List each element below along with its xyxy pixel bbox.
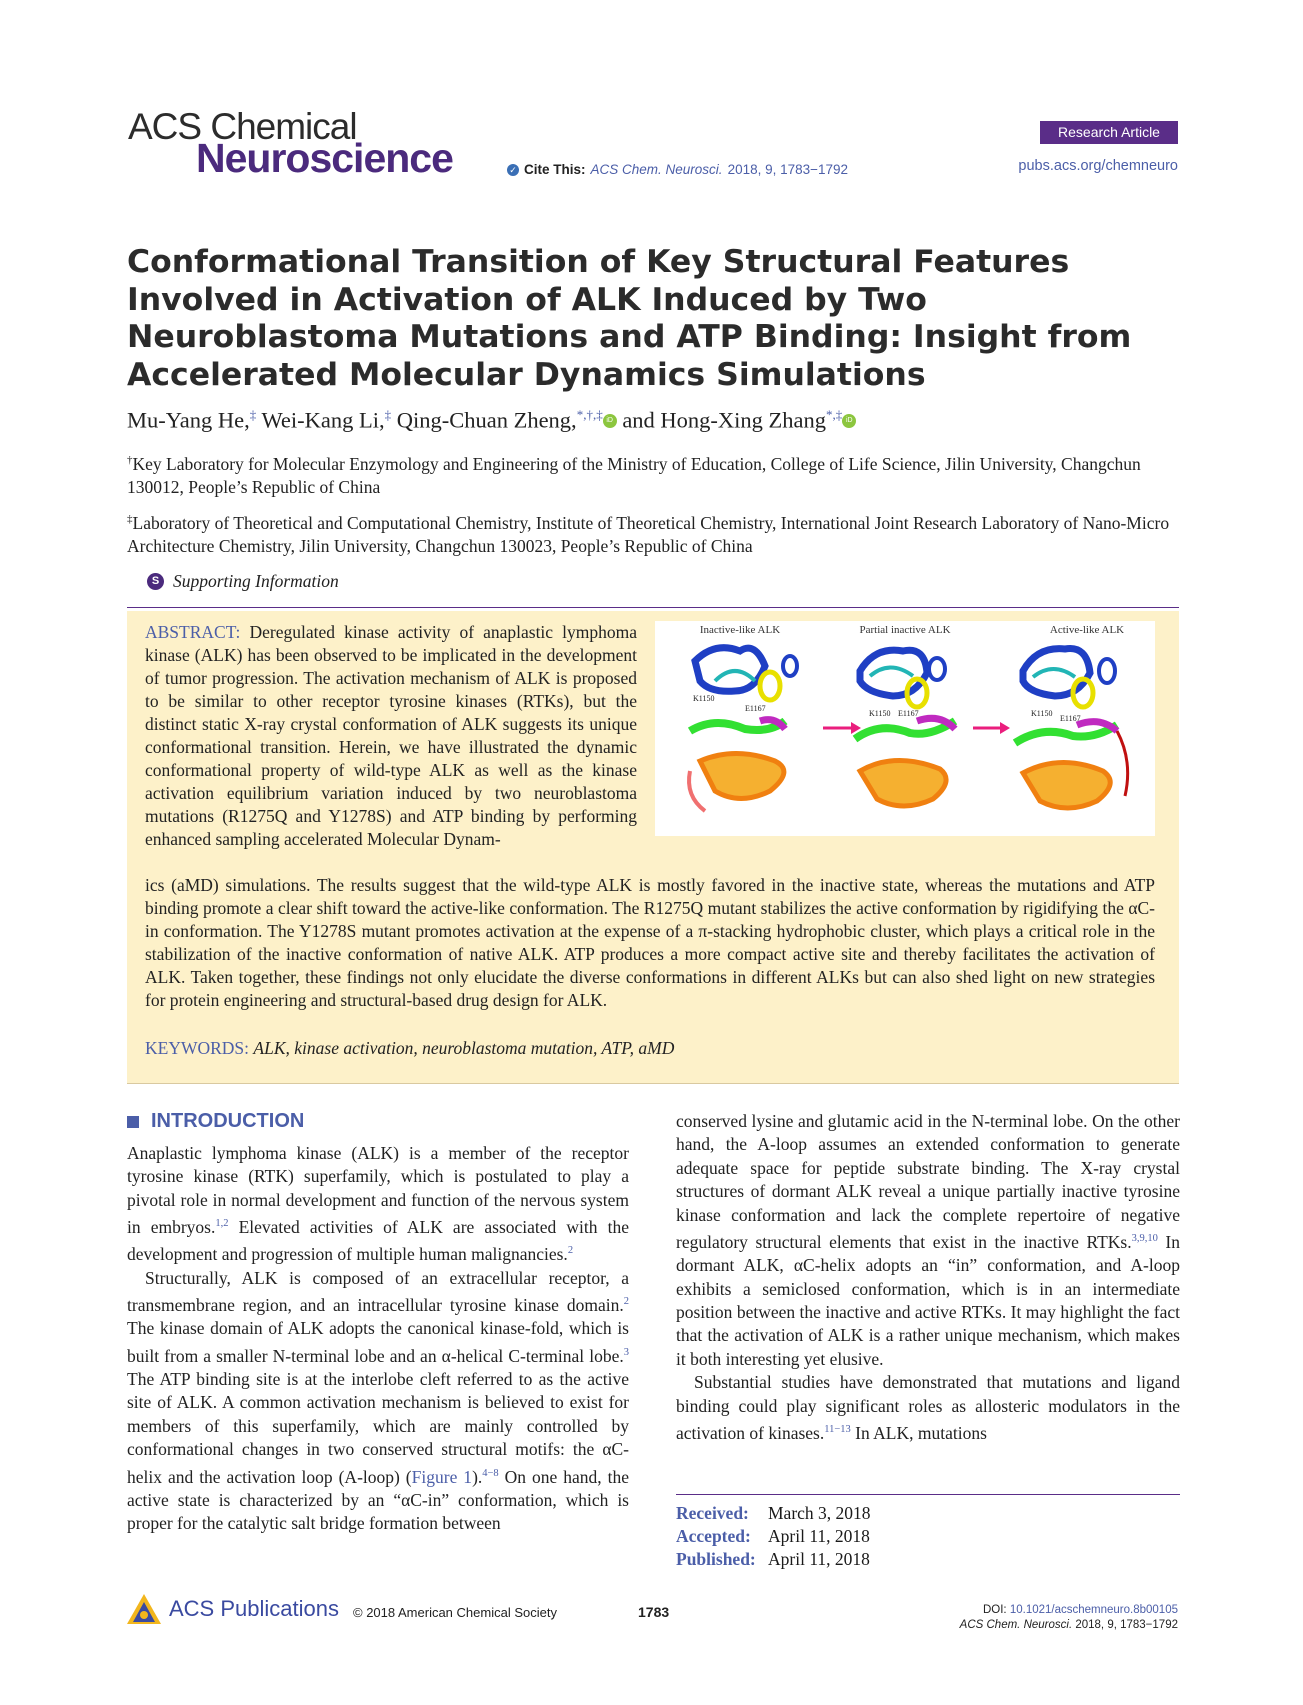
publisher-name: ACS Publications	[169, 1596, 339, 1621]
supporting-information-link[interactable]	[147, 571, 339, 592]
abstract-text-part2: ics (aMD) simulations. The results suggest that the wild-type ALK is mostly favored in the inactive state, whereas the mutations and ATP binding promote a clear shift toward the active-like conformation. The R1275Q mutant stabilizes the active conformation by rigidifying the αC-in conformation. The Y1278S mutant promotes activation at the expense of a π-stacking hydrophobic cluster, which plays a critical role in the stabilization of the inactive conformation of native ALK. ATP produces a more compact active site and thereby facilitates the activation of ALK. Taken together, these findings not only elucidate the diverse conformations in different ALKs but can also shed light on new strategies for protein engineering and structural-based drug design for ALK.	[145, 875, 1155, 1010]
author-marks: *,‡	[826, 407, 843, 422]
abstract-text-part1	[145, 621, 637, 851]
cite-pages[interactable]: 2018, 9, 1783−1792	[727, 162, 849, 177]
date-value: April 11, 2018	[768, 1549, 870, 1569]
date-value: March 3, 2018	[768, 1503, 871, 1523]
paragraph	[127, 1142, 629, 1267]
section-heading-introduction	[127, 1110, 304, 1133]
date-label: Received:	[676, 1503, 749, 1523]
paragraph-text: The ATP binding site is at the interlobe cleft referred to as the active site of ALK. A common activation mechanism is believed to exist for members of this superfamily, which are mainly controlled by conformational changes in two conserved structural motifs: the αC-helix and the activation loop (A-loop) (	[127, 1368, 629, 1487]
figure-caption: Inactive-like ALK	[699, 624, 781, 636]
affiliation-text: Key Laboratory for Molecular Enzymology and Engineering of the Ministry of Education, College of Life Science, Jilin University, Changchun 130012, People’s Republic of China	[127, 453, 1141, 497]
article-type-badge: Research Article	[1040, 121, 1178, 144]
paragraph	[676, 1110, 1180, 1371]
paragraph-text: The kinase domain of ALK adopts the canonical kinase-fold, which is built from a smaller N-terminal lobe and an α-helical C-terminal lobe.	[127, 1318, 629, 1366]
paragraph	[676, 1371, 1180, 1445]
arrow-icon	[1000, 722, 1010, 734]
residue-label: K1150	[693, 694, 715, 703]
citation-ref[interactable]: 3,9,10	[1131, 1233, 1158, 1245]
paragraph-text: Anaplastic lymphoma kinase (ALK) is a member of the receptor tyrosine kinase (RTK) superfamily, which is postulated to play a pivotal role in normal development and function of the nervous system in embryos.	[127, 1143, 629, 1238]
abstract-body-1: Deregulated kinase activity of anaplastic lymphoma kinase (ALK) has been observed to be implicated in the development of tumor progression. The activation mechanism of ALK is proposed to be similar to other receptor tyrosine kinases (RTKs), but the distinct static X-ray crystal conformation of ALK suggests its unique conformational transition. Herein, we have illustrated the dynamic conformational property of wild-type ALK as well as the kinase activation equilibrium variation induced by two neuroblastoma mutations (R1275Q and Y1278S) and ATP binding by performing enhanced sampling accelerated Molecular Dynam-	[145, 622, 637, 849]
journal-logo-line1: ACS Chemical	[128, 106, 357, 147]
acs-hexagon-icon	[125, 1592, 163, 1626]
author-name[interactable]: and Hong-Xing Zhang	[622, 407, 827, 433]
journal-ref: ACS Chem. Neurosci.	[959, 1619, 1073, 1631]
protein-structure-inactive	[689, 648, 797, 811]
cite-this[interactable]	[507, 162, 848, 177]
right-column	[676, 1110, 1180, 1445]
orcid-icon[interactable]: iD	[842, 414, 856, 428]
protein-structure-active	[1015, 649, 1128, 809]
cite-journal[interactable]: ACS Chem. Neurosci.	[590, 162, 723, 177]
residue-label: K1150	[1031, 709, 1053, 718]
keywords-list: ALK, kinase activation, neuroblastoma mutation, ATP, aMD	[253, 1038, 675, 1058]
section-heading-text: INTRODUCTION	[151, 1110, 305, 1132]
journal-url-link[interactable]: pubs.acs.org/chemneuro	[1018, 158, 1178, 174]
citation-ref[interactable]: 2	[567, 1245, 574, 1257]
affiliation-mark: ‡	[127, 513, 133, 525]
toc-graphic[interactable]	[655, 621, 1155, 836]
date-label: Accepted:	[676, 1526, 751, 1546]
doi-label: DOI:	[982, 1604, 1007, 1616]
paragraph-text: ).	[472, 1466, 483, 1487]
paragraph-text: Structurally, ALK is composed of an extracellular receptor, a transmembrane region, and an intracellular tyrosine kinase domain.	[127, 1267, 629, 1315]
figure-caption: Active-like ALK	[1049, 624, 1125, 636]
section-square-icon	[127, 1116, 139, 1128]
supporting-info-icon: S	[147, 573, 164, 590]
divider	[676, 1494, 1180, 1495]
publisher-logo[interactable]	[125, 1592, 339, 1626]
check-circle-icon: ✓	[507, 164, 519, 176]
page-number: 1783	[638, 1604, 670, 1620]
paragraph-text: Elevated activities of ALK are associated with the development and progression of multiple human malignancies.	[127, 1217, 629, 1265]
date-label: Published:	[676, 1549, 756, 1569]
citation-ref[interactable]: 3	[623, 1346, 629, 1358]
paragraph-text: In dormant ALK, αC-helix adopts an “in” conformation, and A-loop exhibits a semiclosed conformation, which is in an intermediate position between the inactive and active RTKs. It may highlight the fact that the activation of ALK is a rather unique mechanism, which makes it both interesting yet elusive.	[676, 1231, 1180, 1369]
keywords	[145, 1038, 674, 1059]
affiliation-text: Laboratory of Theoretical and Computational Chemistry, Institute of Theoretical Chemistry, International Joint Research Laboratory of Nano-Micro Architecture Chemistry, Jilin University, Changchun 130023, People’s Republic of China	[127, 512, 1170, 556]
date-row	[676, 1502, 871, 1525]
left-column	[127, 1142, 629, 1536]
author-list	[127, 407, 856, 434]
copyright: © 2018 American Chemical Society	[353, 1605, 557, 1620]
abstract-label: ABSTRACT:	[145, 622, 241, 642]
affiliation-1	[127, 449, 1187, 499]
figure-link[interactable]: Figure 1	[411, 1466, 473, 1487]
protein-structures-figure	[655, 621, 1155, 836]
paragraph-text: On one hand, the active state is characterized by an “αC-in” conformation, which is proper for the catalytic salt bridge formation between	[127, 1466, 629, 1534]
citation-ref[interactable]: 2	[623, 1296, 629, 1308]
figure-caption: Partial inactive ALK	[859, 624, 951, 636]
date-value: April 11, 2018	[768, 1526, 870, 1546]
affiliation-mark: †	[127, 454, 133, 466]
paragraph-text: conserved lysine and glutamic acid in the N-terminal lobe. On the other hand, the A-loop assumes an extended conformation to generate adequate space for peptide substrate binding. The X-ray crystal structures of dormant ALK reveal a unique partially inactive tyrosine kinase conformation and lack the complete repertoire of negative regulatory structural elements that exist in the inactive RTKs.	[676, 1111, 1180, 1252]
residue-label: E1167	[745, 704, 766, 713]
residue-label: K1150	[869, 709, 891, 718]
cite-label: Cite This:	[524, 162, 586, 177]
author-name[interactable]: Wei-Kang Li,	[261, 407, 385, 433]
date-row	[676, 1548, 871, 1571]
residue-label: E1167	[898, 709, 919, 718]
citation-ref[interactable]: 1,2	[215, 1218, 229, 1230]
date-row	[676, 1525, 871, 1548]
journal-pages: 2018, 9, 1783−1792	[1075, 1619, 1178, 1631]
author-name[interactable]: Mu-Yang He,	[127, 407, 250, 433]
affiliation-2	[127, 508, 1187, 558]
publication-dates	[676, 1502, 871, 1571]
orcid-icon[interactable]: iD	[603, 414, 617, 428]
citation-ref[interactable]: 4−8	[482, 1467, 499, 1479]
doi-block	[960, 1603, 1178, 1633]
paragraph-text: Substantial studies have demonstrated that mutations and ligand binding could play significant roles as allosteric modulators in the activation of kinases.	[676, 1372, 1180, 1443]
paragraph	[127, 1267, 629, 1536]
paragraph-text: In ALK, mutations	[850, 1422, 987, 1443]
doi-link[interactable]: 10.1021/acschemneuro.8b00105	[1009, 1604, 1178, 1616]
article-title: Conformational Transition of Key Structural Features Involved in Activation of ALK Induced by Two Neuroblastoma Mutations and ATP Binding: Insight from Accelerated Molecular Dynamics Simulations	[127, 244, 1132, 393]
author-marks: ‡	[384, 407, 392, 422]
divider	[127, 607, 1179, 608]
protein-structure-partial	[855, 650, 955, 806]
author-marks: ‡	[249, 407, 257, 422]
journal-logo-line2: Neuroscience	[196, 135, 453, 181]
keywords-label: KEYWORDS:	[145, 1038, 250, 1058]
supporting-info-label[interactable]: Supporting Information	[173, 571, 339, 591]
author-name[interactable]: Qing-Chuan Zheng,	[396, 407, 577, 433]
citation-ref[interactable]: 11−13	[824, 1424, 851, 1436]
author-marks: *,†,‡	[576, 407, 603, 422]
residue-label: E1167	[1060, 714, 1081, 723]
